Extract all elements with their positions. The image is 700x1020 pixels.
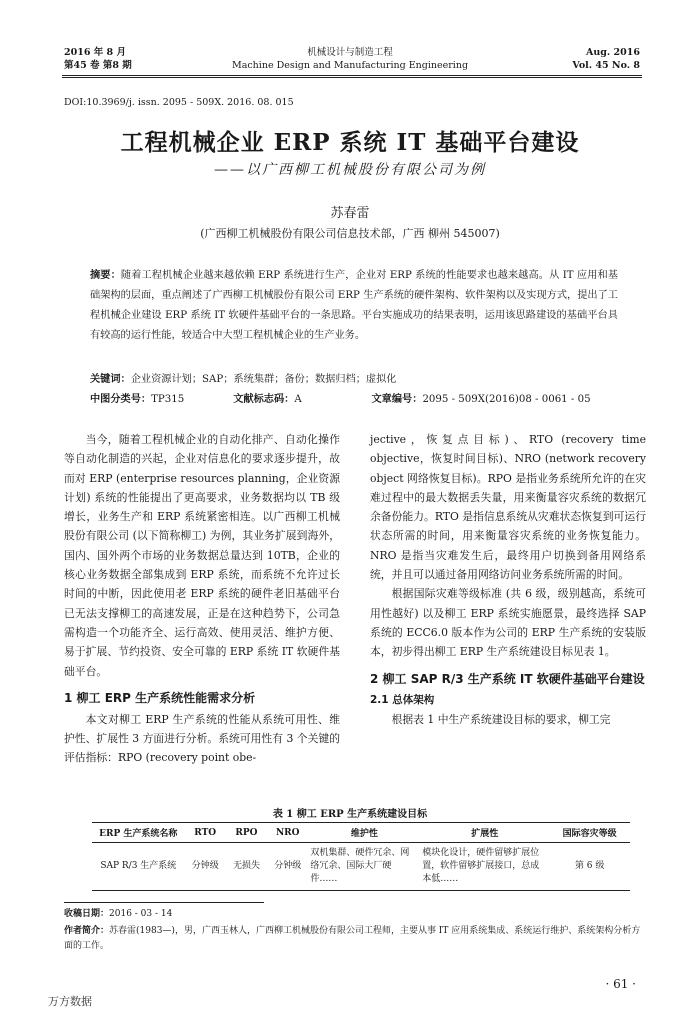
body-left-column (64, 430, 340, 768)
footnote-received (64, 907, 644, 922)
table-header: RPO (226, 823, 267, 843)
received-label: 收稿日期： (64, 909, 110, 919)
header-volume-en: Vol. 45 No. 8 (572, 60, 640, 71)
keywords-text: 企业资源计划；SAP；系统集群；备份；数据归档；虚拟化 (130, 374, 397, 385)
clc-number (90, 390, 230, 405)
footnote-author-bio (64, 924, 644, 954)
keywords-label: 关键词： (90, 374, 131, 385)
table-caption: 表 1 柳工 ERP 生产系统建设目标 (272, 809, 428, 820)
goals-table (92, 822, 630, 891)
paper-title: 工程机械企业 ERP 系统 IT 基础平台建设 (120, 129, 580, 156)
table-cell: 无损失 (226, 843, 267, 891)
art-value: 2095 - 509X(2016)08 - 0061 - 05 (422, 394, 591, 405)
table-header: 国际容灾等级 (549, 823, 630, 843)
header-date-en: Aug. 2016 (586, 47, 640, 58)
table-header: 维护性 (308, 823, 420, 843)
author-affiliation: (广西柳工机械股份有限公司信息技术部，广西 柳州 545007) (200, 227, 500, 240)
clc-value: TP315 (151, 394, 185, 405)
body-right-column (370, 430, 646, 729)
table-cell: SAP R/3 生产系统 (92, 843, 185, 891)
table-header: NRO (267, 823, 308, 843)
table-cell: 分钟级 (267, 843, 308, 891)
header-journal-cn: 机械设计与制造工程 (307, 47, 393, 58)
author-name: 苏春雷 (330, 206, 370, 221)
table-header-row (92, 823, 630, 843)
doi: DOI:10.3969/j. issn. 2095 - 509X. 2016. 08. 015 (64, 97, 294, 108)
section-1-heading: 1 柳工 ERP 生产系统性能需求分析 (64, 690, 256, 705)
paper-subtitle: ——以广西柳工机械股份有限公司为例 (214, 162, 486, 178)
author-bio-label: 作者简介： (64, 926, 110, 936)
article-number (372, 390, 591, 405)
table-cell: 第 6 级 (549, 843, 630, 891)
table-cell: 模块化设计，硬件留够扩展位置，软件留够扩展接口，总成本低…… (420, 843, 549, 891)
section-1-paragraph: 本文对柳工 ERP 生产系统的性能从系统可用性、维护性、扩展性 3 方面进行分析。系统可用性有 3 个关键的评估指标：RPO (recovery point obe- (64, 712, 340, 765)
header-date: 2016 年 8 月 (64, 47, 126, 58)
standard-paragraph: 根据国际灾难等级标准 (共 6 级，级别越高，系统可用性越好) 以及柳工 ERP 系统实施愿景，最终选择 SAP 系统的 ECC6.0 版本作为公司的 ERP 生产系统的安装版本，初步得出柳工 ERP 生产系统建设目标见表 1。 (370, 587, 646, 659)
abstract (90, 266, 618, 346)
header-volume: 第45 卷 第8 期 (64, 60, 132, 71)
doc-value: A (294, 394, 302, 405)
table-cell: 分钟级 (185, 843, 226, 891)
section-2-heading: 2 柳工 SAP R/3 生产系统 IT 软硬件基础平台建设 (370, 671, 645, 686)
header-rule (62, 75, 642, 76)
doc-label: 文献标志码： (233, 393, 295, 405)
header-issue-en (572, 46, 640, 72)
header-journal-en: Machine Design and Manufacturing Engineering (231, 60, 469, 71)
received-value: 2016 - 03 - 14 (109, 909, 173, 919)
page-number: · 61 · (605, 977, 636, 991)
table-header: ERP 生产系统名称 (92, 823, 185, 843)
table-header: RTO (185, 823, 226, 843)
document-code (233, 390, 368, 405)
clc-label: 中图分类号： (90, 393, 152, 405)
abstract-text: 随着工程机械企业越来越依赖 ERP 系统进行生产，企业对 ERP 系统的性能要求也越来越高。从 IT 应用和基础架构的层面，重点阐述了广西柳工机械股份有限公司 ERP 生产系统的硬件架构、软件架构以及实现方式，提出了工程机械企业建设 ERP 系统 IT 软硬件基础平台的一条思路。平台实施成功的结果表明，运用该思路建设的基础平台具有较高的运行性能，较适合中大型工程机械企业的生产业务。 (90, 270, 618, 341)
intro-paragraph: 当今，随着工程机械企业的自动化排产、自动化操作等自动化制造的兴起，企业对信息化的要求逐步提升，故而对 ERP (enterprise resources planning，企业资源计划) 系统的性能提出了更高要求，业务数据均以 TB 级增长，业务生产和 ERP 系统紧密相连。以广西柳工机械股份有限公司 (以下简称柳工) 为例，其业务扩展到海外，国内、国外两个市场的业务数据总量达到 10TB，企业的核心业务数据全部集成到 ERP 系统，而系统不允许过长时间的中断，因此使用老 ERP 系统的硬件老旧基础平台已无法支撑柳工的高速发展，正是在这种趋势下，公司急需构造一个功能齐全、运行高效、使用灵活、维护方便、易于扩展、节约投资、安全可靠的 ERP 系统 IT 软硬件基础平台。 (64, 433, 340, 678)
table-cell: 双机集群、硬件冗余、网络冗余、国际大厂硬件…… (308, 843, 420, 891)
header-rule-2 (62, 77, 642, 78)
section-2-1-paragraph: 根据表 1 中生产系统建设目标的要求，柳工完 (391, 712, 611, 726)
abstract-label: 摘要： (90, 270, 121, 281)
table-row (92, 843, 630, 891)
rpo-paragraph: jective，恢复点目标)、RTO (recovery time objective，恢复时间目标)、NRO (network recovery object 网络恢复目标)。RPO 是指业务系统所允许的在灾难过程中的最大数据丢失量，用来衡量容灾系统的数据冗余备份能力。RTO 是指信息系统从灾难状态恢复到可运行状态所需的时间，用来衡量容灾系统的业务恢复能力。NRO 是指当灾难发生后，最终用户切换到备用网络系统，并且可以通过备用网络访问业务系统所需的时间。 (370, 433, 646, 582)
art-label: 文章编号： (371, 393, 423, 405)
author-bio-value: 苏春雷(1983—)，男，广西玉林人，广西柳工机械股份有限公司工程师，主要从事 IT 应用系统集成、系统运行维护、系统架构分析方面的工作。 (64, 926, 641, 951)
classification-line (90, 390, 630, 405)
watermark: 万方数据 (48, 995, 92, 1008)
table-header: 扩展性 (420, 823, 549, 843)
footnote-rule (64, 902, 264, 903)
section-2-1-heading: 2.1 总体架构 (370, 693, 435, 706)
keywords (90, 370, 396, 385)
